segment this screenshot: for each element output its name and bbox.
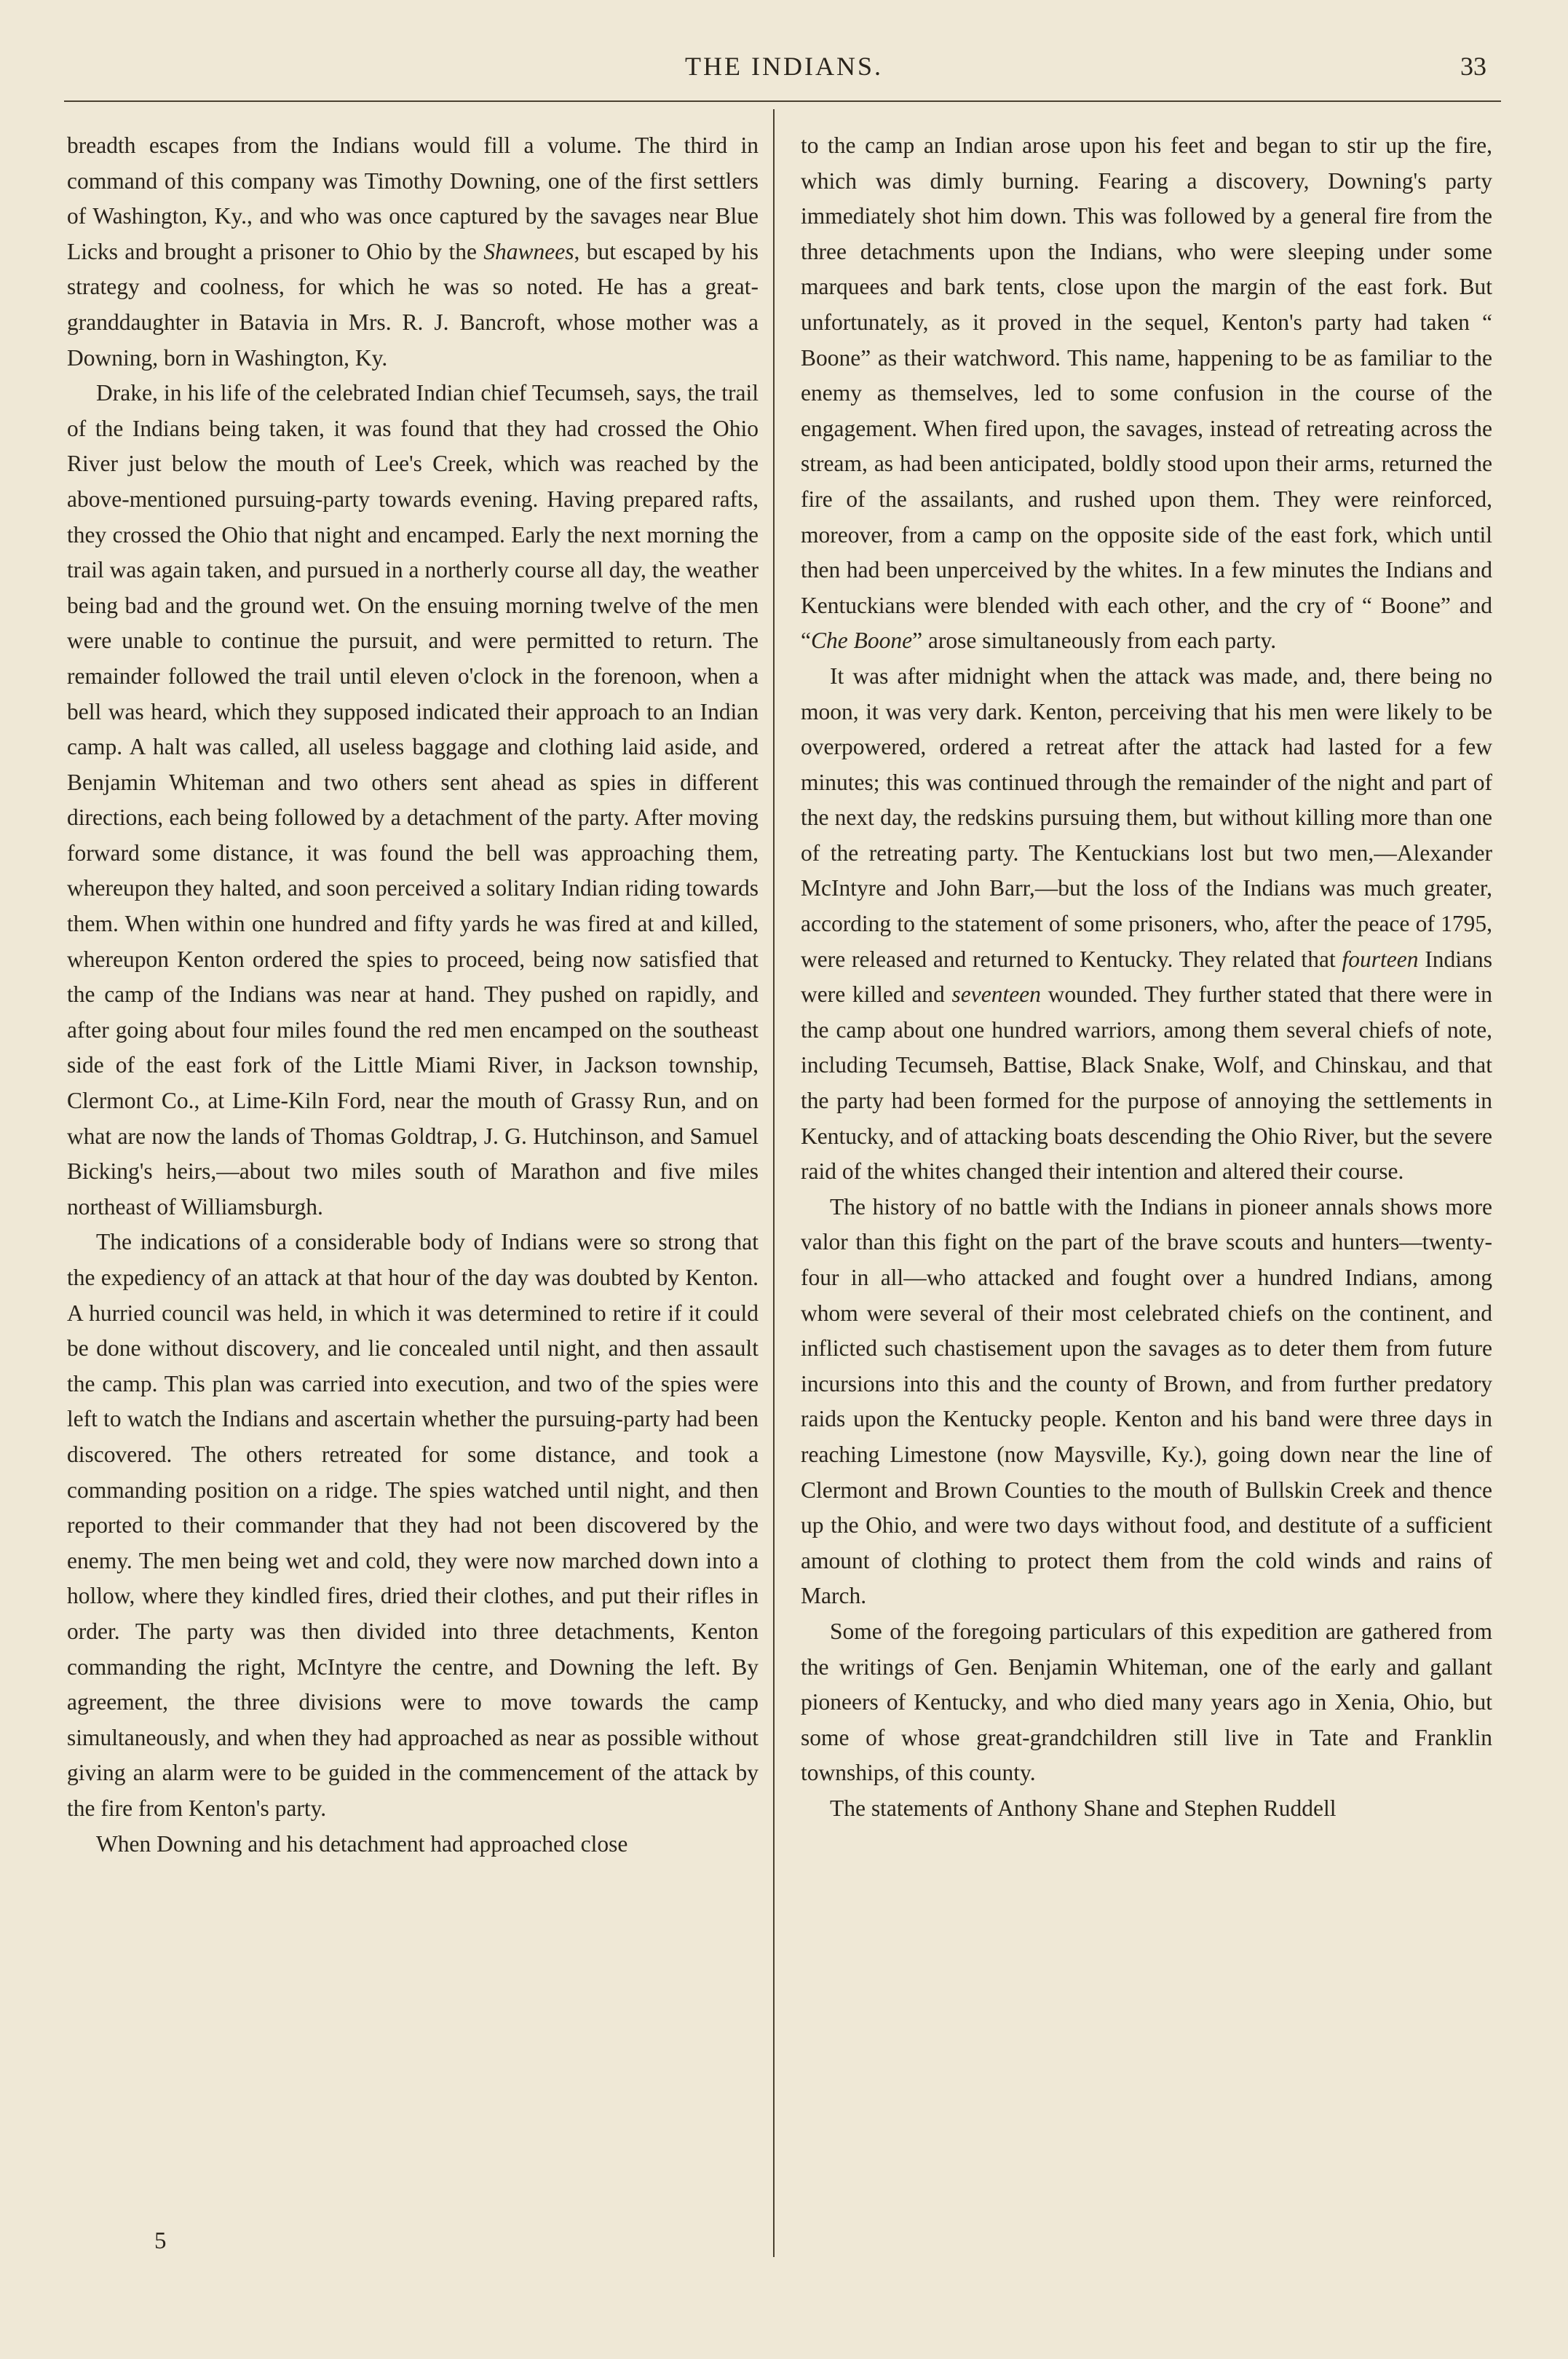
paragraph: The indications of a considerable body of Indians were so strong that the expediency of an attack at that hour of the day was doubted by Kenton. A hurried council was held, in which it was determined to retire if it could be done without discovery, and lie concealed until night, and then assault the camp. This plan was carried into execution, and two of the spies were left to watch the Indians and ascertain whether the pursuing-party had been discovered. The others retreated for some distance, and took a commanding position on a ridge. The spies watched until night, and then reported to their commander that they had not been discovered by the enemy. The men being wet and cold, they were now marched down into a hollow, where they kindled fires, dried their clothes, and put their rifles in order. The party was then divided into three detachments, Kenton commanding the right, McIntyre the centre, and Downing the left. By agreement, the three divisions were to move towards the camp simultaneously, and when they had approached as near as possible without giving an alarm were to be guided in the commencement of the attack by the fire from Kenton's party.: [67, 1229, 759, 1821]
paragraph: breadth escapes from the Indians would fill a volume. The third in command of this company was Timothy Downing, one of the first settlers of Washington, Ky., and who was once captured by the savages near Blue Licks and brought a prisoner to Ohio by the Shawnees, but escaped by his strategy and coolness, for which he was so noted. He has a great-granddaughter in Batavia in Mrs. R. J. Bancroft, whose mother was a Downing, born in Washington, Ky.: [67, 133, 759, 371]
signature-mark: 5: [154, 2228, 167, 2254]
paragraph: It was after midnight when the attack was made, and, there being no moon, it was very dark. Kenton, perceiving that his men were likely to be overpowered, ordered a retreat after the attack had lasted for a few minutes; this was continued through the remainder of the night and part of the next day, the redskins pursuing them, but without killing more than one of the retreating party. The Kentuckians lost but two men,—Alexander McIntyre and John Barr,—but the loss of the Indians was much greater, according to the statement of some prisoners, who, after the peace of 1795, were released and returned to Kentucky. They related that fourteen Indians were killed and seventeen wounded. They further stated that there were in the camp about one hundred warriors, among them several chiefs of note, including Tecumseh, Battise, Black Snake, Wolf, and Chinskau, and that the party had been formed for the purpose of annoying the settlements in Kentucky, and of attacking boats descending the Ohio River, but the severe raid of the whites changed their intention and altered their course.: [801, 663, 1493, 1185]
paragraph: The statements of Anthony Shane and Stephen Ruddell: [830, 1795, 1337, 1821]
paragraph: When Downing and his detachment had approached close: [96, 1830, 628, 1857]
paragraph: Some of the foregoing particulars of this expedition are gathered from the writings of Gen. Benjamin Whiteman, one of the early and gallant pioneers of Kentucky, and who died many years ago in Xenia, Ohio, but some of whose great-grandchildren still live in Tate and Franklin townships, of this county.: [801, 1618, 1492, 1786]
right-column: [801, 128, 1492, 1827]
column-divider: [773, 109, 775, 2257]
paragraph: to the camp an Indian arose upon his feet and began to stir up the fire, which was dimly burning. Fearing a discovery, Downing's party immediately shot him down. This was followed by a general fire from the three detachments upon the Indians, who were sleeping under some marquees and bark tents, close upon the margin of the east fork. But unfortunately, as it proved in the sequel, Kenton's party had taken “ Boone” as their watchword. This name, happening to be as familiar to the enemy as themselves, led to some confusion in the course of the engagement. When fired upon, the savages, instead of retreating across the stream, as had been anticipated, boldly stood upon their arms, returned the fire of the assailants, and rushed upon them. They were reinforced, moreover, from a camp on the opposite side of the east fork, which until then had been unperceived by the whites. In a few minutes the Indians and Kentuckians were blended with each other, and the cry of “ Boone” and “Che Boone” arose simultaneously from each party.: [801, 133, 1492, 654]
running-title: THE INDIANS.: [685, 52, 883, 81]
left-column: [67, 128, 759, 1862]
paragraph: Drake, in his life of the celebrated Indian chief Tecumseh, says, the trail of the Indians being taken, it was found that they had crossed the Ohio River just below the mouth of Lee's Creek, which was reached by the above-mentioned pursuing-party towards evening. Having prepared rafts, they crossed the Ohio that night and encamped. Early the next morning the trail was again taken, and pursued in a northerly course all day, the weather being bad and the ground wet. On the ensuing morning twelve of the men were unable to continue the pursuit, and were permitted to return. The remainder followed the trail until eleven o'clock in the forenoon, when a bell was heard, which they supposed indicated their approach to an Indian camp. A halt was called, all useless baggage and clothing laid aside, and Benjamin Whiteman and two others sent ahead as spies in different directions, each being followed by a detachment of the party. After moving forward some distance, it was found the bell was approaching them, whereupon they halted, and soon perceived a solitary Indian riding towards them. When within one hundred and fifty yards he was fired at and killed, whereupon Kenton ordered the spies to proceed, being now satisfied that the camp of the Indians was near at hand. They pushed on rapidly, and after going about four miles found the red men encamped on the southeast side of the east fork of the Little Miami River, in Jackson township, Clermont Co., at Lime-Kiln Ford, near the mouth of Grassy Run, and on what are now the lands of Thomas Goldtrap, J. G. Hutchinson, and Samuel Bicking's heirs,—about two miles south of Marathon and five miles northeast of Williamsburgh.: [67, 380, 759, 1220]
header-rule: [64, 100, 1501, 102]
page-number: 33: [1460, 52, 1486, 81]
paragraph: The history of no battle with the Indians in pioneer annals shows more valor than this fight on the part of the brave scouts and hunters—twenty-four in all—who attacked and fought over a hundred Indians, among whom were several of their most celebrated chiefs on the continent, and inflicted such chastisement upon the savages as to deter them from future incursions into this and the county of Brown, and from further predatory raids upon the Kentucky people. Kenton and his band were three days in reaching Limestone (now Maysville, Ky.), going down near the line of Clermont and Brown Counties to the mouth of Bullskin Creek and thence up the Ohio, and were two days without food, and destitute of a sufficient amount of clothing to protect them from the cold winds and rains of March.: [801, 1193, 1492, 1609]
